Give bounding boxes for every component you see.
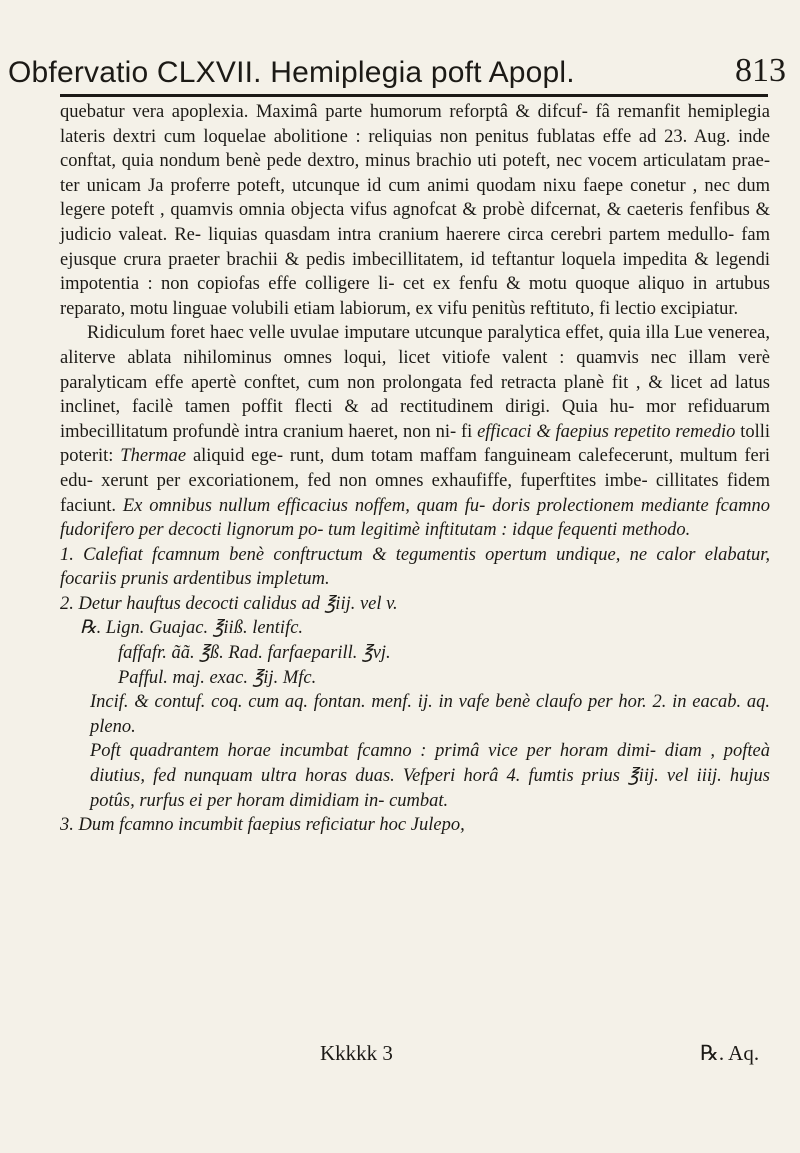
- text-run: Ridiculum foret haec velle uvulae imputare utcunque paralytica effet, quia illa Lue venerea, aliterve ablata nihilominus omnes loqui, licet vitiofe valent : quamvis nec illam verè paralyticam effe apertè conftet, cum non prolongata fed retracta planè fit , & licet ad latus inclinet, facilè tamen poffit flecti & ad rectitudinem dirigi. Quia hu- mor refiduarum imbecillitatum profundè intra cranium haeret, non ni- fi: [60, 323, 770, 442]
- paragraph-continuation: quebatur vera apoplexia. Maximâ parte humorum reforptâ & difcuf- fâ remanfit hemiplegia lateris dextri cum loquelae abolitione : reliquias non penitus fublatas effe ad 23. Aug. inde conftat, quia nondum benè pede dextro, minus brachio uti poteft, nec vocem articulatam prae- ter unicam Ja proferre poteft, utcunque id cum animi quodam nixu faepe conetur , nec dum legere poteft , quamvis omnia objecta vifus agnofcat & probè difcernat, & caeteris fenfibus & judicio valeat. Re- liquias quasdam intra cranium haerere circa cerebri partem medullo- fam ejusque crura praeter brachii & pedis imbecillitatem, id teftantur loquela impedita & legendi impotentia : non copiofas effe colligere li- cet ex fenfu & motu quoque aliquo in artubus reparato, motu linguae volubili etiam labiorum, ex vifu penitùs reftituto, fi lectio excipiatur.: [60, 102, 770, 319]
- prescription-line: Pafful. maj. exac. ℥ij. Mfc.: [118, 667, 317, 688]
- item-one: 1. Calefiat fcamnum benè conftructum & tegumentis opertum undique, ne calor elabatur, focariis prunis ardentibus impletum.: [60, 544, 770, 590]
- prescription-line: ℞. Lign. Guajac. ℥iiß. lentifc.: [80, 618, 304, 639]
- header-rule: [60, 94, 768, 97]
- running-header: [8, 38, 786, 90]
- page-number: 813: [735, 52, 786, 89]
- item-three: 3. Dum fcamno incumbit faepius reficiatur hoc Julepo,: [60, 815, 465, 836]
- body-text: [60, 100, 770, 838]
- prescription-line: faffafr. ãã. ℥ß. Rad. farfaeparill. ℥vj.: [118, 643, 391, 664]
- text-run-italic: Ex omnibus nullum efficacius noffem, quam fu- doris prolectionem mediante fcamno fudorifero per decocti lignorum po- tum legitimè inftitutam : idque fequenti methodo.: [60, 495, 770, 541]
- item-two: 2. Detur hauftus decocti calidus ad ℥iij. vel v.: [60, 593, 398, 614]
- text-run: aliquid ege- runt, dum totam maffam fanguineam calefecerunt, multum feri edu- xerunt per excoriationem, fed non omnes exhaufiffe, fuperftites imbe- cillitates fidem faciunt.: [60, 446, 771, 516]
- paragraph-post: Poft quadrantem horae incumbat fcamno : primâ vice per horam dimi- diam , pofteà diutius, fed nunquam ultra horas duas. Vefperi horâ 4. fumtis prius ℥iij. vel iiij. hujus potûs, rurfus ei per horam dimidiam in- cumbat.: [90, 741, 770, 811]
- signature-mark: Kkkkk 3: [320, 1041, 393, 1065]
- text-run: tolli poterit:: [60, 421, 770, 467]
- paragraph-ridiculum: [60, 321, 770, 542]
- prescription-instructions: Incif. & contuf. coq. cum aq. fontan. menf. ij. in vafe benè claufo per hor. 2. in eacab. aq. pleno.: [90, 692, 770, 737]
- text-run-italic: Thermae: [120, 446, 187, 467]
- text-run-italic: efficaci & faepius repetito remedio: [477, 421, 736, 442]
- catchword: ℞. Aq.: [700, 1041, 760, 1065]
- running-title: Obfervatio CLXVII. Hemiplegia poft Apopl.: [8, 56, 575, 89]
